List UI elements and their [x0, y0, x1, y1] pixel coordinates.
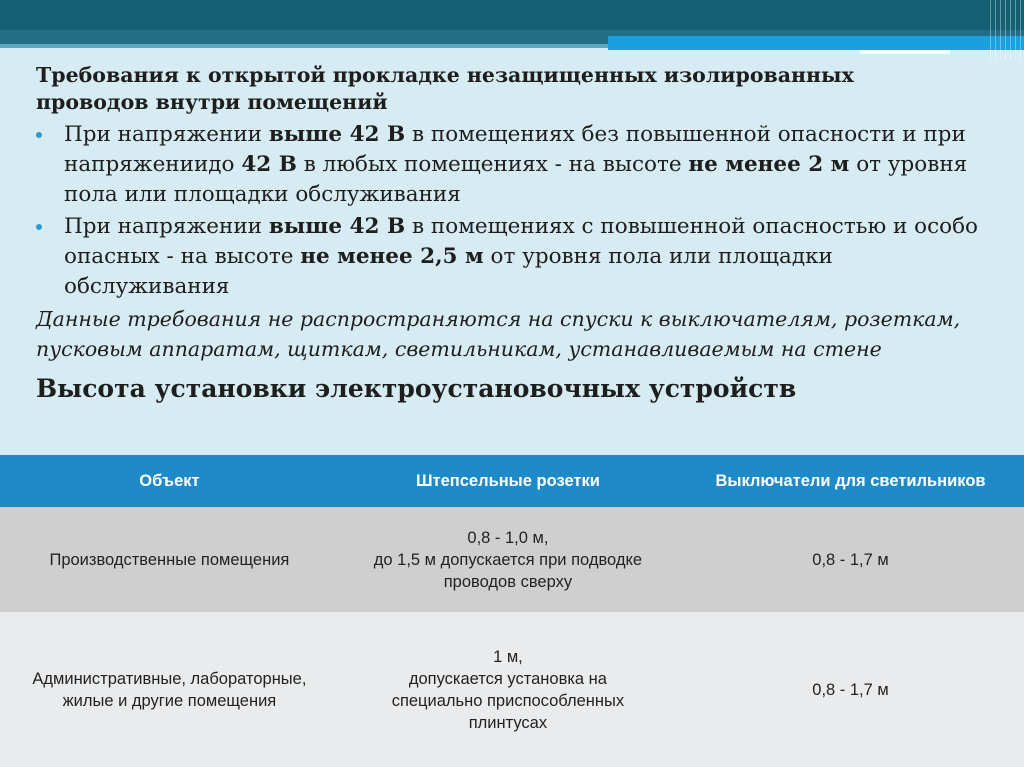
title-bar-decoration — [0, 0, 1024, 30]
cell-line: 1 м, — [493, 647, 523, 666]
bullet-text: в любых помещениях - на высоте — [296, 152, 689, 177]
accent-highlight — [860, 50, 950, 54]
bullet-text: от уровня пола или площадки обслуживания — [64, 152, 968, 207]
bullet-text: При напряжении — [64, 214, 269, 239]
column-header-object: Объект — [0, 455, 339, 507]
bullet-text: в помещениях с повышенной опасностью и особо опасных - на высоте — [64, 214, 978, 269]
table-header-row — [0, 455, 1024, 507]
cell-line: 0,8 - 1,0 м, — [467, 528, 549, 547]
cell-object — [0, 612, 339, 767]
bullet-bold: выше 42 В — [268, 214, 406, 239]
slide-heading — [36, 62, 1004, 116]
section-title: Высота установки электроустановочных устройств — [36, 374, 797, 403]
slide-content — [36, 62, 1004, 406]
cell-line: допускается установка на — [408, 669, 607, 688]
installation-height-table — [0, 455, 1024, 767]
cell-line: до 1,5 м допускается при подводке — [373, 550, 643, 569]
bullet-icon — [36, 132, 42, 138]
cell-sockets — [339, 507, 677, 612]
bullet-bold: 42 В — [241, 152, 297, 177]
heading-line-2: проводов внутри помещений — [36, 90, 388, 114]
bullet-text: в помещениях без повышенной опасности и при напряжениидо — [64, 122, 966, 177]
table-row — [0, 507, 1024, 612]
bullet-icon — [36, 224, 42, 230]
cell-line: специально приспособленных — [391, 691, 625, 710]
bullet-bold: не менее 2,5 м — [300, 244, 484, 269]
bullet-bold: выше 42 В — [268, 122, 406, 147]
cell-line: плинтусах — [468, 713, 548, 732]
column-header-sockets: Штепсельные розетки — [339, 455, 677, 507]
cell-switches: 0,8 - 1,7 м — [677, 612, 1024, 767]
bullet-text: от уровня пола или площадки обслуживания — [64, 244, 833, 299]
list-item — [36, 120, 1004, 210]
requirements-list — [36, 120, 1004, 302]
heading-line-1: Требования к открытой прокладке незащищенных изолированных — [36, 63, 854, 87]
accent-stripe — [608, 36, 1024, 50]
bullet-text: При напряжении — [64, 122, 269, 147]
list-item — [36, 212, 1004, 302]
cell-line: проводов сверху — [443, 572, 573, 591]
table-row — [0, 612, 1024, 767]
cell-line: Производственные помещения — [49, 550, 290, 569]
column-header-switches: Выключатели для светильников — [677, 455, 1024, 507]
cell-line: Административные, лабораторные, — [32, 669, 307, 688]
cell-line: жилые и другие помещения — [62, 691, 277, 710]
exception-note: Данные требования не распространяются на спуски к выключателям, розеткам, пусковым аппаратам, щиткам, светильникам, устанавливаемым на стене — [36, 307, 961, 361]
bullet-bold: не менее 2 м — [688, 152, 850, 177]
cell-switches: 0,8 - 1,7 м — [677, 507, 1024, 612]
decorative-vertical-lines — [990, 0, 1024, 60]
cell-sockets — [339, 612, 677, 767]
cell-object — [0, 507, 339, 612]
